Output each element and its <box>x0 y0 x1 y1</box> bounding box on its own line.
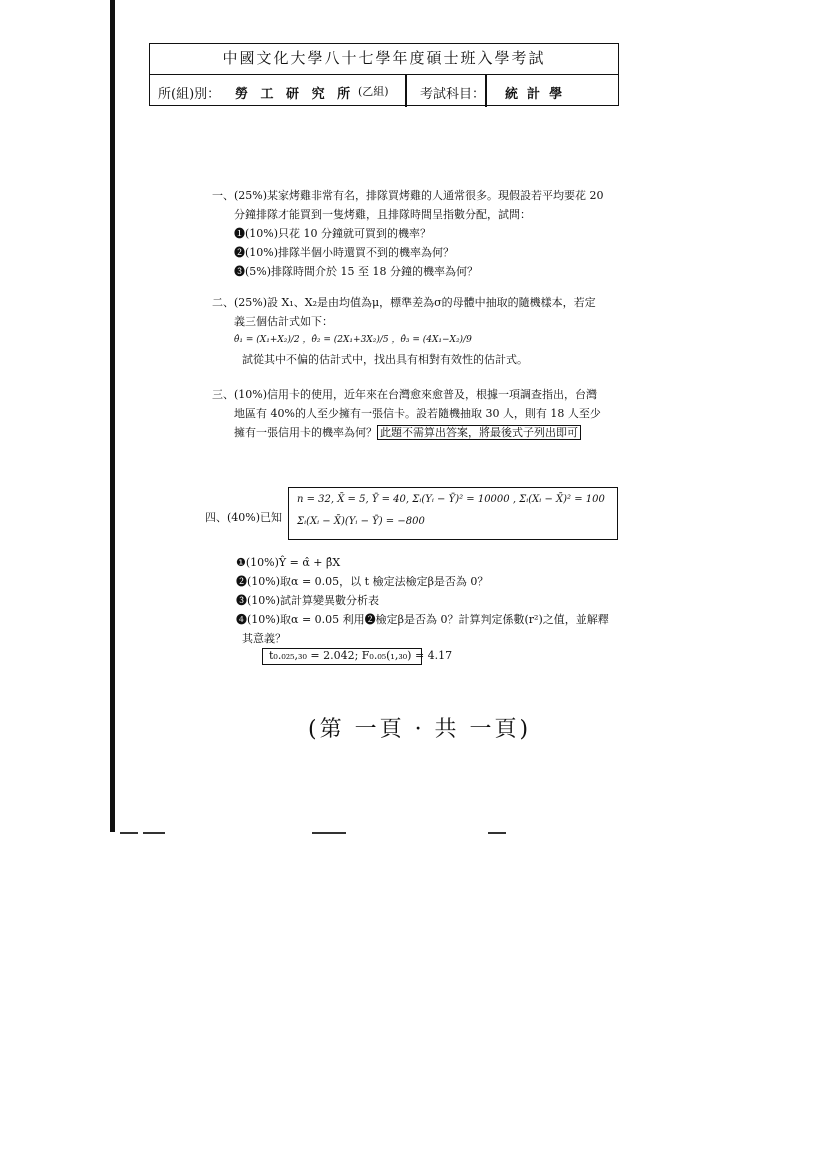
scan-mark <box>312 832 346 834</box>
dept-value: 勞 工 研 究 所 <box>235 87 355 102</box>
scan-mark <box>120 832 138 834</box>
question-4-parts <box>236 553 609 648</box>
q1-sub3: ❸(5%)排隊時間介於 15 至 18 分鐘的機率為何？ <box>234 265 479 278</box>
q4-sub4: ❹(10%)取α = 0.05 利用❷檢定β是否為 0？計算判定係數(r²)之值，並解釋 <box>236 613 609 626</box>
exam-title: 中國文化大學八十七學年度碩士班入學考試 <box>222 49 546 67</box>
q2-line2: 義三個估計式如下： <box>234 315 333 328</box>
q4-label: 四、(40%)已知 <box>205 511 283 524</box>
q3-line1: 三、(10%)信用卡的使用，近年來在台灣愈來愈普及，根據一項調查指出，台灣 <box>212 388 598 401</box>
q3-line2: 地區有 40%的人至少擁有一張信卡。設若隨機抽取 30 人，則有 18 人至少 <box>234 407 601 420</box>
question-1 <box>212 186 604 281</box>
q2-estimators: θ̂₁ = (X₁+X₂)/2 ，θ̂₂ = (2X₁+3X₂)/5 ，θ̂₃ = (4X₁−X₂)/9 <box>234 335 472 345</box>
q4-given-box <box>288 487 618 540</box>
subject-label: 考試科目： <box>420 87 486 102</box>
critical-values: t₀.₀₂₅,₃₀ = 2.042; F₀.₀₅(₁,₃₀) = 4.17 <box>269 649 453 662</box>
exam-header <box>149 43 619 106</box>
q1-sub2: ❷(10%)排隊半個小時還買不到的機率為何？ <box>234 246 455 259</box>
subject-value: 統 計 學 <box>505 87 563 102</box>
q4-sub2: ❷(10%)取α = 0.05，以 t 檢定法檢定β是否為 0？ <box>236 575 489 588</box>
q2-line3: 試從其中不偏的估計式中，找出具有相對有效性的估計式。 <box>242 353 528 366</box>
q4-given-line1: n = 32, X̄ = 5, Ȳ = 40, Σᵢ(Yᵢ − Ȳ)² = 10000 , Σᵢ(Xᵢ − X̄)² = 100 <box>297 494 605 505</box>
q1-sub1: ❶(10%)只花 10 分鐘就可買到的機率？ <box>234 227 432 240</box>
q1-line1: 一、(25%)某家烤雞非常有名，排隊買烤雞的人通常很多。現假設若平均要花 20 <box>212 189 604 202</box>
q4-sub1: ❶(10%)Ŷ = α̂ + β̂X <box>236 556 341 569</box>
dept-label: 所(組)別： <box>158 87 221 102</box>
question-2 <box>212 293 596 369</box>
header-divider <box>405 75 407 107</box>
q4-given-line2: Σᵢ(Xᵢ − X̄)(Yᵢ − Ȳ) = −800 <box>297 516 425 527</box>
exam-info-row <box>150 74 618 107</box>
scan-edge-bar <box>110 0 115 832</box>
critical-values-box <box>262 648 453 665</box>
question-3 <box>212 385 601 442</box>
scan-mark <box>488 832 506 834</box>
q4-sub4b: 其意義？ <box>242 632 286 645</box>
q4-sub3: ❸(10%)試計算變異數分析表 <box>236 594 380 607</box>
scan-mark <box>143 832 165 834</box>
q2-line1: 二、(25%)設 X₁、X₂是由均值為μ，標準差為σ的母體中抽取的隨機樣本，若定 <box>212 296 596 309</box>
page-footer: (第 一頁 · 共 一頁) <box>308 717 532 742</box>
dept-group: (乙組) <box>358 85 389 98</box>
q3-note-box: 此題不需算出答案，將最後式子列出即可 <box>377 425 581 440</box>
q1-line2: 分鐘排隊才能買到一隻烤雞，且排隊時間呈指數分配，試問： <box>234 208 531 221</box>
header-divider-2 <box>485 75 487 107</box>
q3-line3: 擁有一張信用卡的機率為何？ <box>234 426 377 439</box>
